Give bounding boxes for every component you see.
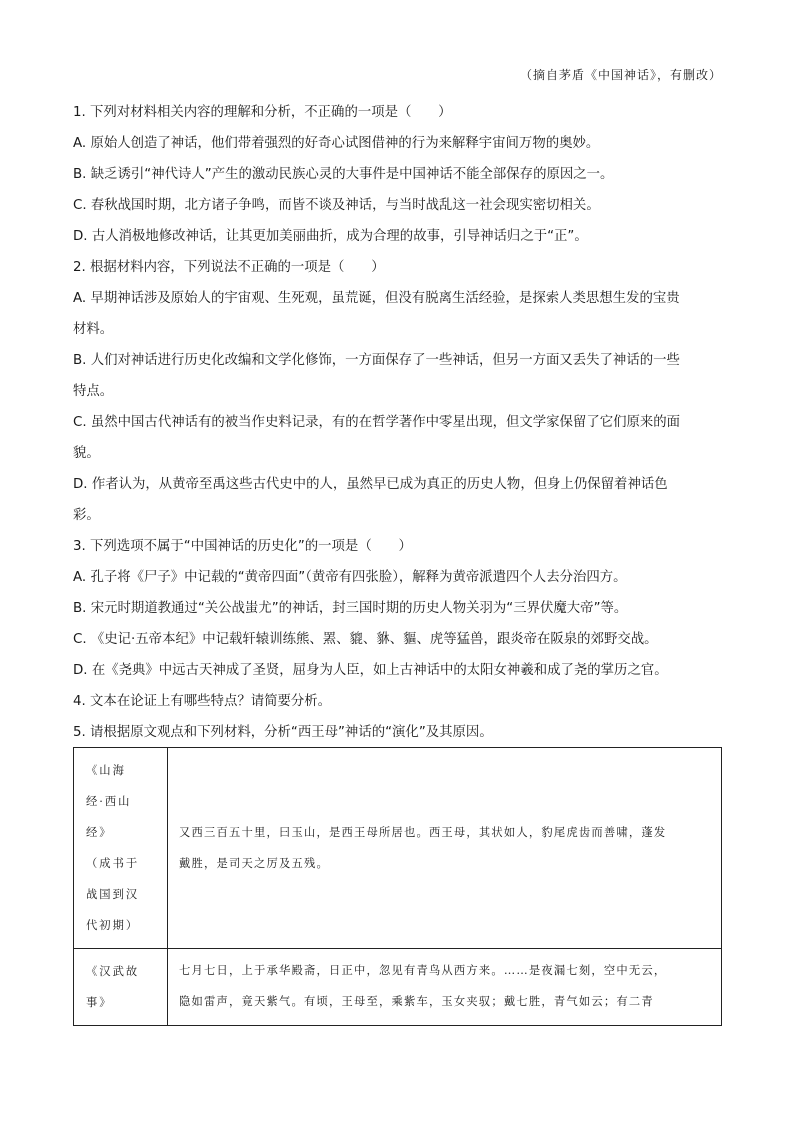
table-row	[74, 748, 722, 949]
option-c: C. 春秋战国时期，北方诸子争鸣，而皆不谈及神话，与当时战乱这一社会现实密切相关。	[73, 198, 600, 213]
option-d: D. 在《尧典》中远古天神成了圣贤，屈身为人臣，如上古神话中的太阳女神羲和成了尧的掌历之官。	[73, 663, 668, 678]
source-line: 经》	[86, 826, 113, 839]
option-b: B. 宋元时期道教通过“关公战蚩尤”的神话，封三国时期的历史人物关羽为“三界伏魔大帝”等。	[73, 601, 628, 616]
source-line: 《山海	[86, 764, 126, 777]
source-line: 战国到汉	[86, 888, 140, 901]
question-stem: 2. 根据材料内容，下列说法不正确的一项是（ ）	[73, 260, 385, 275]
source-line: 经·西山	[86, 795, 132, 808]
option-c: C. 虽然中国古代神话有的被当作史料记录，有的在哲学著作中零星出现，但文学家保留了它们原来的面	[73, 415, 681, 430]
option-a: A. 孔子将《尸子》中记载的“黄帝四面”（黄帝有四张脸），解释为黄帝派遣四个人去分治四方。	[73, 570, 627, 585]
option-d-continued: 彩。	[73, 508, 100, 523]
question-stem: 3. 下列选项不属于“中国神话的历史化”的一项是（ ）	[73, 539, 412, 554]
option-b-continued: 特点。	[73, 384, 114, 399]
option-c: C. 《史记·五帝本纪》中记载轩辕训练熊、罴、貔、貅、貙、虎等猛兽，跟炎帝在阪泉的郊野交战。	[73, 632, 658, 647]
question-stem: 5. 请根据原文观点和下列材料，分析“西王母”神话的“演化”及其原因。	[73, 725, 493, 740]
option-a-continued: 材料。	[73, 322, 114, 337]
table-text-cell	[168, 949, 722, 1026]
source-line: 代初期）	[86, 919, 140, 932]
text-line: 七月七日，上于承华殿斋，日正中，忽见有青鸟从西方来。……是夜漏七刻，空中无云，	[179, 964, 667, 977]
table-row	[74, 949, 722, 1026]
material-table-wrapper	[73, 747, 722, 1026]
option-b: B. 人们对神话进行历史化改编和文学化修饰，一方面保存了一些神话，但另一方面又丢失了神话的一些	[73, 353, 680, 368]
text-line: 又西三百五十里，曰玉山，是西王母所居也。西王母，其状如人，豹尾虎齿而善啸，蓬发	[179, 826, 667, 839]
question-stem: 1. 下列对材料相关内容的理解和分析，不正确的一项是（ ）	[73, 105, 452, 120]
table-source-cell	[74, 949, 168, 1026]
question-stem: 4. 文本在论证上有哪些特点？请简要分析。	[73, 694, 332, 709]
source-note: （摘自茅盾《中国神话》，有删改）	[519, 68, 722, 82]
text-line: 戴胜，是司天之厉及五残。	[179, 857, 329, 870]
source-line: 《汉武故	[86, 965, 140, 978]
text-line: 隐如雷声，竟天紫气。有顷，王母至，乘紫车，玉女夹驭；戴七胜，青气如云；有二青	[179, 995, 654, 1008]
table-source-cell	[74, 748, 168, 949]
option-b: B. 缺乏诱引“神代诗人”产生的激动民族心灵的大事件是中国神话不能全部保存的原因之一。	[73, 167, 614, 182]
option-d: D. 作者认为，从黄帝至禹这些古代史中的人，虽然早已成为真正的历史人物，但身上仍保留着神话色	[73, 477, 668, 492]
option-a: A. 原始人创造了神话，他们带着强烈的好奇心试图借神的行为来解释宇宙间万物的奥妙。	[73, 136, 600, 151]
option-d: D. 古人消极地修改神话，让其更加美丽曲折，成为合理的故事，引导神话归之于“正”。	[73, 229, 588, 244]
option-c-continued: 貌。	[73, 446, 100, 461]
source-line: （成书于	[86, 857, 140, 870]
table-text-cell	[168, 748, 722, 949]
source-line: 事》	[86, 996, 113, 1009]
material-table	[73, 747, 722, 1026]
option-a: A. 早期神话涉及原始人的宇宙观、生死观，虽荒诞，但没有脱离生活经验，是探索人类思想生发的宝贵	[73, 291, 680, 306]
questions-section	[73, 97, 723, 748]
